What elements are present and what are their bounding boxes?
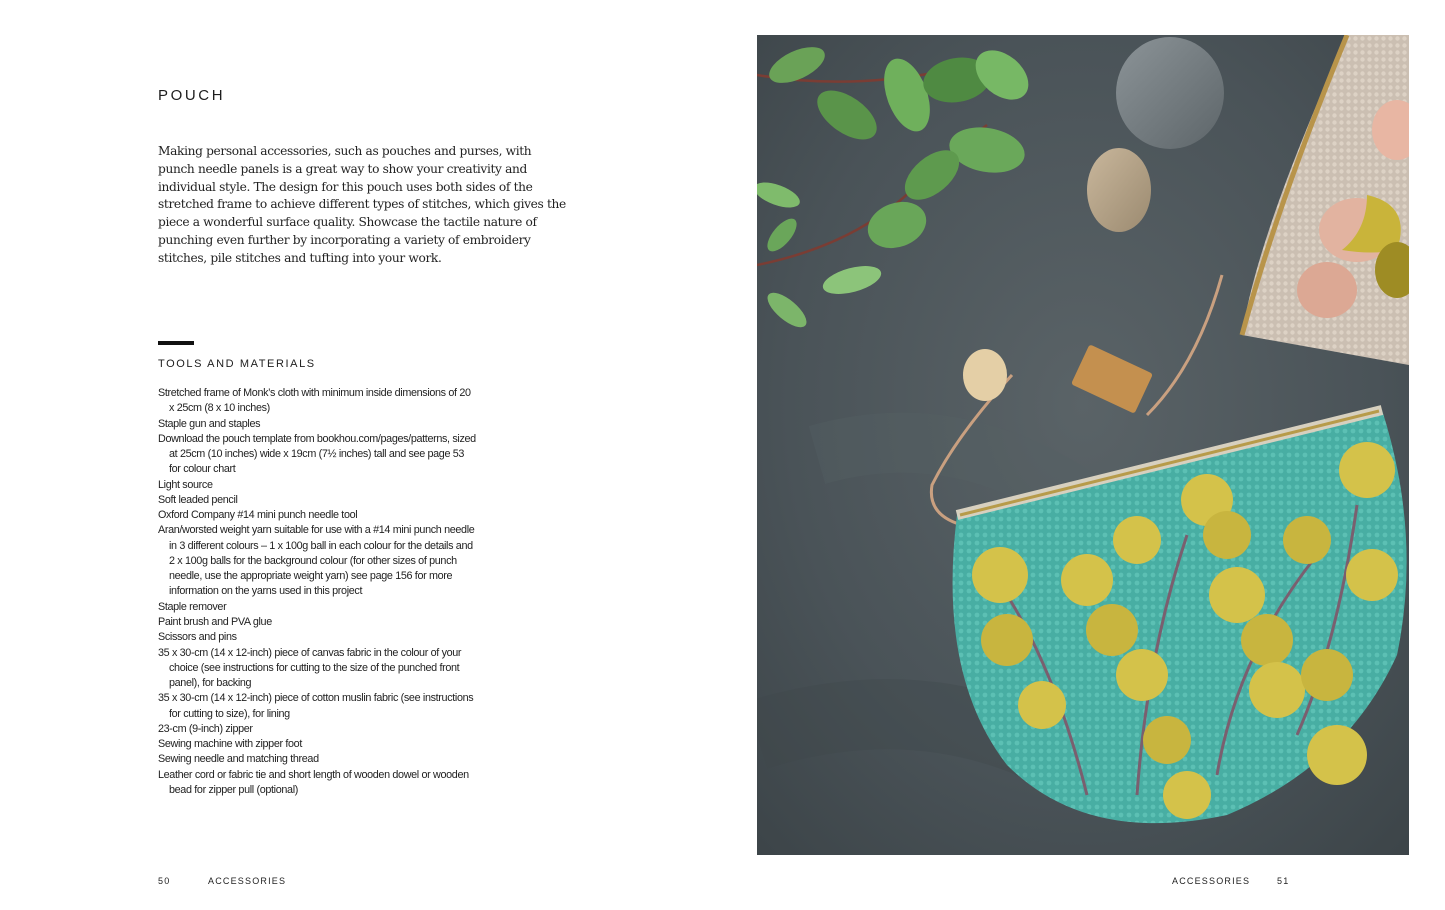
list-item: Sewing machine with zipper foot bbox=[158, 738, 302, 751]
page-number-left: 50 bbox=[158, 876, 171, 886]
list-item: 35 x 30-cm (14 x 12-inch) piece of cotton muslin fabric (see instructions for cutting to size), for lining bbox=[158, 692, 474, 720]
list-item: Scissors and pins bbox=[158, 631, 237, 644]
page-number-right: 51 bbox=[1277, 876, 1290, 886]
intro-paragraph: Making personal accessories, such as pouches and purses, with punch needle panels is a great way to show your creativity and individual style. The design for this pouch uses both sides of the stretched frame to achieve different types of stitches, which gives the piece a wonderful surface quality. Showcase the tactile nature of punching even further by incorporating a variety of embroidery stitches, pile stitches and tufting into your work. bbox=[158, 144, 566, 265]
right-page bbox=[722, 0, 1445, 910]
section-rule bbox=[158, 341, 194, 345]
list-item: Leather cord or fabric tie and short length of wooden dowel or wooden bead for zipper pull (optional) bbox=[158, 768, 469, 796]
wooden-bead bbox=[963, 349, 1007, 401]
list-item: Staple remover bbox=[158, 600, 227, 613]
left-page bbox=[0, 0, 722, 910]
list-item: Soft leaded pencil bbox=[158, 493, 238, 506]
list-item: 35 x 30-cm (14 x 12-inch) piece of canvas fabric in the colour of your choice (see instructions for cutting to the size of the punched front panel), for backing bbox=[158, 646, 462, 690]
list-item: 23-cm (9-inch) zipper bbox=[158, 722, 253, 735]
large-stone bbox=[1116, 37, 1224, 149]
tools-heading: TOOLS AND MATERIALS bbox=[158, 358, 316, 370]
pouch-photo bbox=[757, 35, 1409, 855]
list-item: Stretched frame of Monk’s cloth with minimum inside dimensions of 20 x 25cm (8 x 10 inches) bbox=[158, 387, 471, 415]
list-item: Sewing needle and matching thread bbox=[158, 753, 319, 766]
small-stone bbox=[1087, 148, 1151, 232]
list-item: Oxford Company #14 mini punch needle tool bbox=[158, 509, 358, 522]
materials-list bbox=[158, 386, 478, 798]
list-item: Download the pouch template from bookhou.com/pages/patterns, sized at 25cm (10 inches) wide x 19cm (7½ inches) tall and see page 53 for colour chart bbox=[158, 432, 476, 476]
running-footer-left: ACCESSORIES bbox=[208, 876, 287, 886]
list-item: Light source bbox=[158, 478, 213, 491]
list-item: Paint brush and PVA glue bbox=[158, 615, 272, 628]
list-item: Staple gun and staples bbox=[158, 417, 261, 430]
running-footer-right: ACCESSORIES bbox=[1172, 876, 1251, 886]
page-title: POUCH bbox=[158, 87, 226, 104]
list-item: Aran/worsted weight yarn suitable for use with a #14 mini punch needle in 3 different colours – 1 x 100g ball in each colour for the details and 2 x 100g balls for the background colour (for other sizes of punch needle, use the appropriate weight yarn) see page 156 for more information on the yarns used in this project bbox=[158, 524, 475, 598]
